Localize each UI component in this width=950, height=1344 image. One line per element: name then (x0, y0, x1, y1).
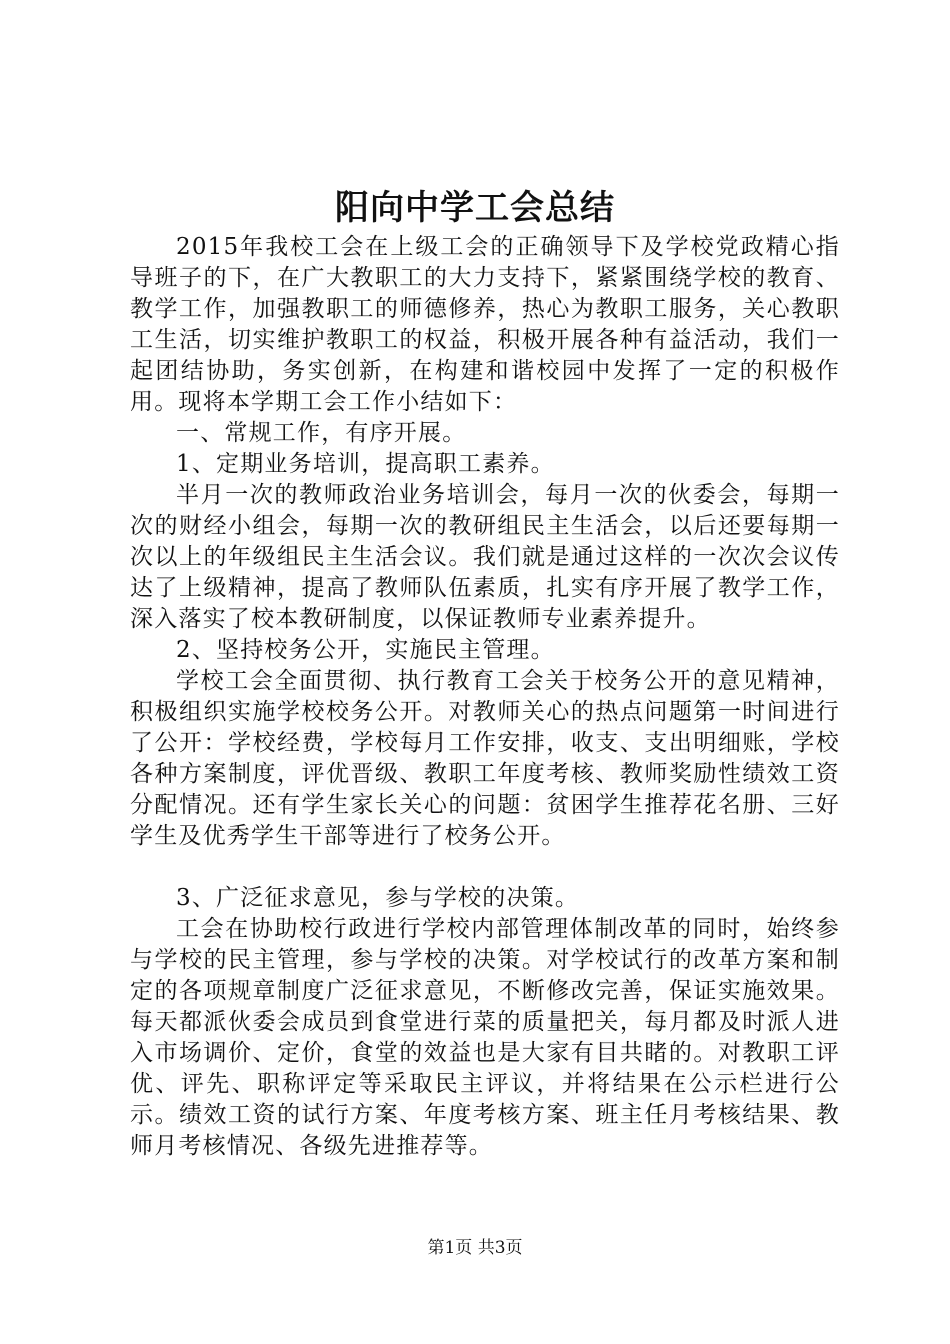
document-body (130, 232, 840, 1162)
section-heading: 一、常规工作，有序开展。 (176, 420, 467, 446)
intro-paragraph: 2015年我校工会在上级工会的正确领导下及学校党政精心指导班子的下，在广大教职工的大力支持下，紧紧围绕学校的教育、教学工作，加强教职工的师德修养，热心为教职工服务，关心教职工生活，切实维护教职工的权益，积极开展各种有益活动，我们一起团结协助，务实创新，在构建和谐校园中发挥了一定的积极作用。现将本学期工会工作小结如下： (130, 234, 840, 415)
body-paragraph: 半月一次的教师政治业务培训会，每月一次的伙委会，每期一次的财经小组会，每期一次的教研组民主生活会，以后还要每期一次以上的年级组民主生活会议。我们就是通过这样的一次次会议传达了上级精神，提高了教师队伍素质，扎实有序开展了教学工作，深入落实了校本教研制度，以保证教师专业素养提升。 (130, 482, 840, 632)
body-paragraph: 学校工会全面贯彻、执行教育工会关于校务公开的意见精神，积极组织实施学校校务公开。对教师关心的热点问题第一时间进行了公开：学校经费，学校每月工作安排，收支、支出明细账，学校各种方案制度，评优晋级、教职工年度考核、教师奖励性绩效工资分配情况。还有学生家长关心的问题：贫困学生推荐花名册、三好学生及优秀学生干部等进行了校务公开。 (130, 668, 840, 849)
subsection-heading: 2、坚持校务公开，实施民主管理。 (176, 637, 555, 663)
page-footer: 第1页 共3页 (427, 1238, 523, 1258)
body-paragraph: 工会在协助校行政进行学校内部管理体制改革的同时，始终参与学校的民主管理，参与学校的决策。对学校试行的改革方案和制定的各项规章制度广泛征求意见，不断修改完善，保证实施效果。每天都派伙委会成员到食堂进行菜的质量把关，每月都及时派人进入市场调价、定价，食堂的效益也是大家有目共睹的。对教职工评优、评先、职称评定等采取民主评议，并将结果在公示栏进行公示。绩效工资的试行方案、年度考核方案、班主任月考核结果、教师月考核情况、各级先进推荐等。 (130, 916, 840, 1159)
subsection-heading: 3、广泛征求意见，参与学校的决策。 (176, 885, 580, 911)
document-title: 阳向中学工会总结 (335, 188, 615, 228)
subsection-heading: 1、定期业务培训，提高职工素养。 (176, 451, 555, 477)
